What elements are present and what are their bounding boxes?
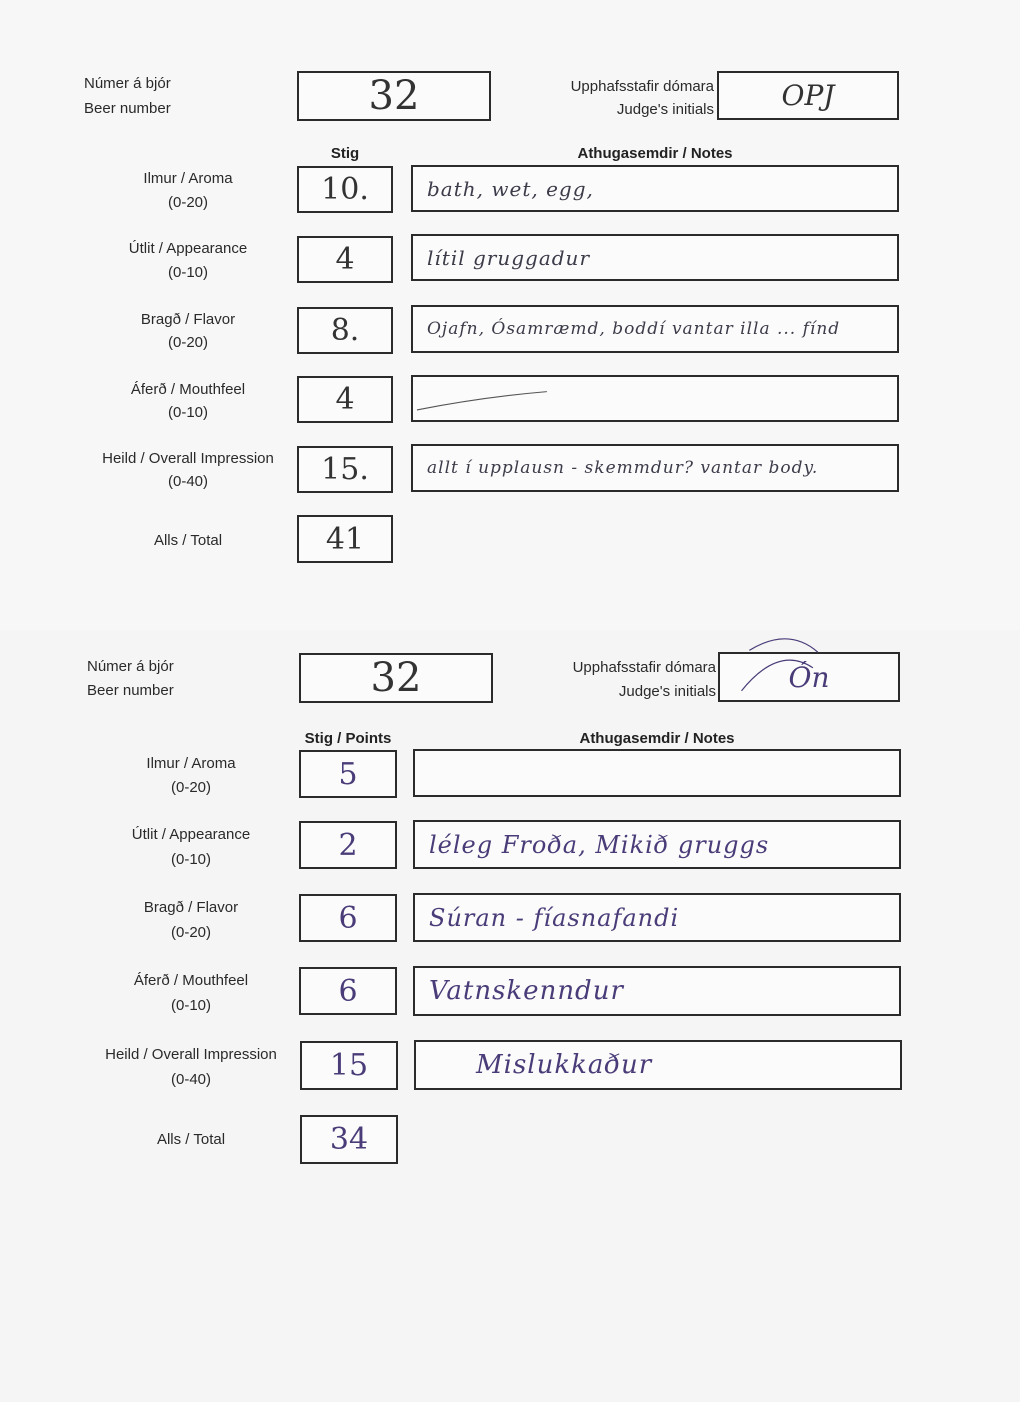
scoresheet-2 [0, 630, 1020, 1402]
appearance-range: (0-10) [167, 264, 208, 281]
total-label: Alls / Total [156, 1131, 226, 1148]
mouthfeel-range: (0-10) [170, 997, 211, 1014]
flavor-range: (0-20) [167, 334, 208, 351]
overall-score-value: 15. [321, 452, 369, 487]
overall-range: (0-40) [167, 473, 208, 490]
appearance-range: (0-10) [170, 851, 211, 868]
notes-column-header: Athugasemdir / Notes [577, 145, 733, 162]
flavor-notes-field[interactable] [413, 893, 901, 942]
beer-number-value: 32 [368, 73, 420, 119]
flavor-score-field[interactable] [299, 894, 397, 942]
aroma-score-value: 10. [321, 172, 369, 207]
judge-initials-value: Ón [788, 660, 830, 694]
flavor-label: Bragð / Flavor [143, 899, 239, 916]
flavor-notes-field[interactable] [411, 305, 899, 353]
beer-number-field[interactable] [297, 71, 491, 121]
aroma-notes-value [415, 751, 899, 795]
beer-number-label-is: Númer á bjór [84, 75, 171, 92]
aroma-notes-value: bath, wet, egg, [427, 176, 594, 201]
aroma-label: Ilmur / Aroma [146, 755, 236, 772]
appearance-label: Útlit / Appearance [131, 826, 251, 843]
judge-initials-label-is: Upphafsstafir dómara [570, 78, 714, 95]
beer-number-field[interactable] [299, 653, 493, 703]
appearance-score-field[interactable] [299, 821, 397, 869]
beer-number-label-en: Beer number [87, 682, 174, 699]
flavor-label: Bragð / Flavor [140, 311, 236, 328]
appearance-notes-value: lítil gruggadur [427, 245, 590, 270]
appearance-notes-field[interactable] [411, 234, 899, 281]
aroma-range: (0-20) [167, 194, 208, 211]
points-column-header: Stig / Points [304, 730, 392, 747]
aroma-range: (0-20) [170, 779, 211, 796]
overall-notes-value: allt í upplausn - skemmdur? vantar body. [427, 458, 819, 478]
mouthfeel-range: (0-10) [167, 404, 208, 421]
mouthfeel-score-field[interactable] [299, 967, 397, 1015]
mouthfeel-label: Áferð / Mouthfeel [133, 972, 249, 989]
beer-number-label-en: Beer number [84, 100, 171, 117]
mouthfeel-label: Áferð / Mouthfeel [130, 381, 246, 398]
flavor-score-value: 8. [330, 313, 360, 348]
mouthfeel-score-field[interactable] [297, 376, 393, 423]
appearance-notes-field[interactable] [413, 820, 901, 869]
judge-initials-label-en: Judge's initials [616, 101, 714, 118]
aroma-score-field[interactable] [299, 750, 397, 798]
judge-initials-label-is: Upphafsstafir dómara [572, 659, 716, 676]
overall-range: (0-40) [170, 1071, 211, 1088]
mouthfeel-notes-field[interactable] [413, 966, 901, 1016]
total-score-field[interactable] [297, 515, 393, 563]
mouthfeel-score-value: 6 [338, 973, 358, 1009]
flavor-score-field[interactable] [297, 307, 393, 354]
total-label: Alls / Total [153, 532, 223, 549]
total-score-value: 41 [325, 521, 365, 557]
appearance-score-value: 4 [335, 242, 355, 277]
mouthfeel-notes-value [413, 377, 897, 420]
overall-score-value: 15 [329, 1048, 369, 1083]
aroma-notes-field[interactable] [411, 165, 899, 212]
points-column-header: Stig [330, 145, 360, 162]
flavor-notes-value: Súran - fíasnafandi [429, 903, 680, 932]
flavor-notes-value: Ojafn, Ósamræmd, boddí vantar illa ... fínd [427, 319, 841, 339]
notes-column-header: Athugasemdir / Notes [579, 730, 735, 747]
scoresheet-1 [0, 0, 1020, 630]
aroma-notes-field[interactable] [413, 749, 901, 797]
flavor-range: (0-20) [170, 924, 211, 941]
appearance-label: Útlit / Appearance [128, 240, 248, 257]
beer-number-label-is: Númer á bjór [87, 658, 174, 675]
appearance-notes-value: léleg Froða, Mikið gruggs [429, 830, 770, 859]
mouthfeel-notes-value: Vatnskenndur [429, 976, 624, 1006]
aroma-score-value: 5 [338, 756, 358, 792]
overall-notes-field[interactable] [411, 444, 899, 492]
total-score-field[interactable] [300, 1115, 398, 1164]
mouthfeel-score-value: 4 [335, 382, 355, 417]
aroma-score-field[interactable] [297, 166, 393, 213]
beer-number-value: 32 [370, 655, 422, 701]
judge-initials-field[interactable] [717, 71, 899, 120]
judge-initials-label-en: Judge's initials [618, 683, 716, 700]
appearance-score-field[interactable] [297, 236, 393, 283]
total-score-value: 34 [329, 1122, 369, 1157]
overall-score-field[interactable] [297, 446, 393, 493]
judge-initials-value: OPJ [781, 79, 835, 112]
mouthfeel-notes-field[interactable] [411, 375, 899, 422]
overall-notes-value: Mislukkaður [476, 1050, 653, 1080]
overall-score-field[interactable] [300, 1041, 398, 1090]
aroma-label: Ilmur / Aroma [143, 170, 233, 187]
overall-notes-field[interactable] [414, 1040, 902, 1090]
flavor-score-value: 6 [338, 900, 358, 936]
judge-initials-field[interactable] [718, 652, 900, 702]
appearance-score-value: 2 [338, 827, 358, 863]
overall-label: Heild / Overall Impression [102, 450, 274, 467]
overall-label: Heild / Overall Impression [105, 1046, 277, 1063]
